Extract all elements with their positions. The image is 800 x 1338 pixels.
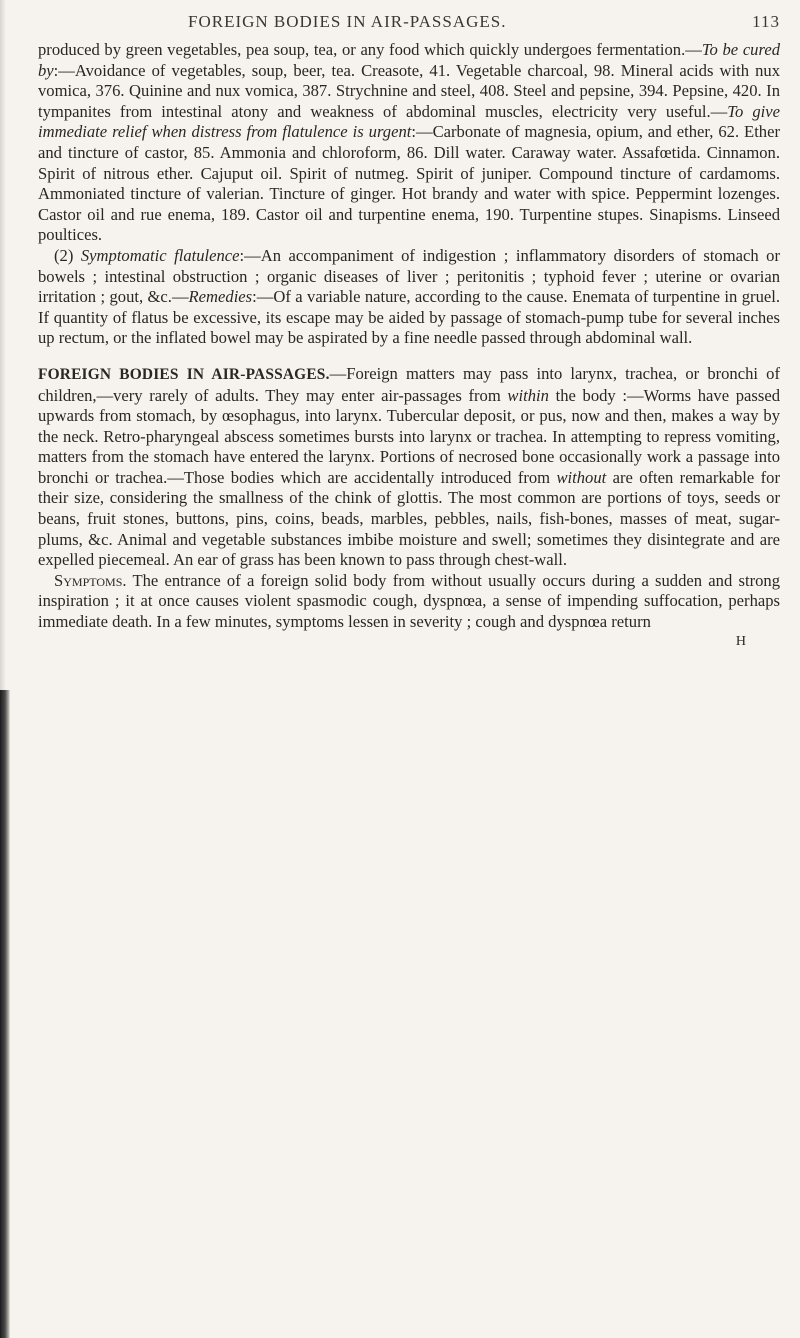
text-run: :—An accompaniment of indigestion ; inflammatory disorders of stomach or bowels ; intestinal obstruction ; organic diseases of liver ; peritonitis ; typhoid fever ; uterine or ovarian irritation ; gout, &c.— [38, 245, 781, 307]
paragraph-flatulence-treatment [38, 40, 780, 246]
italic-run: without [556, 467, 607, 487]
text-run: the body :—Worms have passed upwards from stomach, by œsophagus, into larynx. Tubercular deposit, or pus, now and then, makes a way by the neck. Retro-pharyngeal abscess sometimes bursts into larynx or trachea. In attempting to repress vomiting, matters from the stomach have entered the larynx. Portions of necrosed bone occasionally work a passage into bronchi or trachea.—Those bodies which are accidentally introduced from [38, 385, 780, 487]
text-run: —Foreign matters may pass into larynx, trachea, or bronchi of children,—very rarely of adults. They may enter air-passages from [38, 363, 780, 405]
page-number: 113 [752, 12, 780, 31]
paragraph-foreign-bodies [38, 364, 780, 571]
text-run: (2) [54, 245, 81, 265]
italic-run: within [507, 385, 549, 405]
running-title: FOREIGN BODIES IN AIR-PASSAGES. [188, 12, 507, 31]
italic-run: Remedies [188, 287, 253, 307]
body-text [38, 40, 780, 633]
signature-mark: H [735, 633, 746, 649]
italic-run: To be cured by [38, 40, 780, 80]
text-run: are often remarkable for their size, considering the smallness of the chink of glottis. The most common are portions of toys, seeds or beans, fruit stones, buttons, pins, coins, beads, marbles, pebbles, nails, fish-bones, masses of meat, sugar-plums, &c. Animal and vegetable substances imbibe moisture and swell; sometimes they disintegrate and are expelled piecemeal. An ear of grass has been known to pass through chest-wall. [38, 467, 780, 570]
text-run: produced by green vegetables, pea soup, tea, or any food which quickly undergoes fermentation.— [38, 40, 702, 59]
italic-run: Symptomatic flatulence [80, 245, 240, 265]
running-head [38, 0, 780, 40]
text-run: :—Of a variable nature, according to the cause. Enemata of turpentine in gruel. If quantity of flatus be excessive, its escape may be aided by passage of stomach-pump tube for several inches up rectum, or the inflated bowel may be aspirated by a fine needle passed through abdominal wall. [38, 287, 780, 348]
italic-run: To give immediate relief when distress from flatulence is urgent [38, 101, 780, 142]
text-run: :—Carbonate of magnesia, opium, and ether, 62. Ether and tincture of castor, 85. Ammonia and chloroform, 86. Dill water. Caraway water. Assafœtida. Cinnamon. Spirit of nitrous ether. Cajuput oil. Spirit of nutmeg. Spirit of juniper. Compound tincture of cardamoms. Ammoniated tincture of valerian. Tincture of ginger. Hot brandy and water with spice. Peppermint lozenges. Castor oil and rue enema, 189. Castor oil and turpentine enema, 190. Turpentine stupes. Sinapisms. Linseed poultices. [38, 122, 780, 245]
symptoms-heading: Symptoms. [54, 570, 127, 590]
paragraph-symptomatic-flatulence [38, 246, 780, 349]
binding-shadow [0, 690, 10, 1338]
text-run: The entrance of a foreign solid body from without usually occurs during a sudden and strong inspiration ; it at once causes violent spasmodic cough, dyspnœa, a sense of impending suffocation, perhaps immediate death. In a few minutes, symptoms lessen in severity ; cough and dyspnœa return [38, 570, 780, 632]
page-edge-shadow [0, 0, 6, 690]
book-page [38, 0, 780, 650]
paragraph-symptoms [38, 571, 780, 633]
text-run: :—Avoidance of vegetables, soup, beer, tea. Creasote, 41. Vegetable charcoal, 98. Mineral acids with nux vomica, 376. Quinine and nux vomica, 387. Strychnine and steel, 408. Steel and pepsine, 394. Pepsine, 420. In tympanites from intestinal atony and weakness of abdominal muscles, electricity very useful.— [38, 60, 780, 121]
section-heading: FOREIGN BODIES IN AIR-PASSAGES. [38, 365, 330, 383]
